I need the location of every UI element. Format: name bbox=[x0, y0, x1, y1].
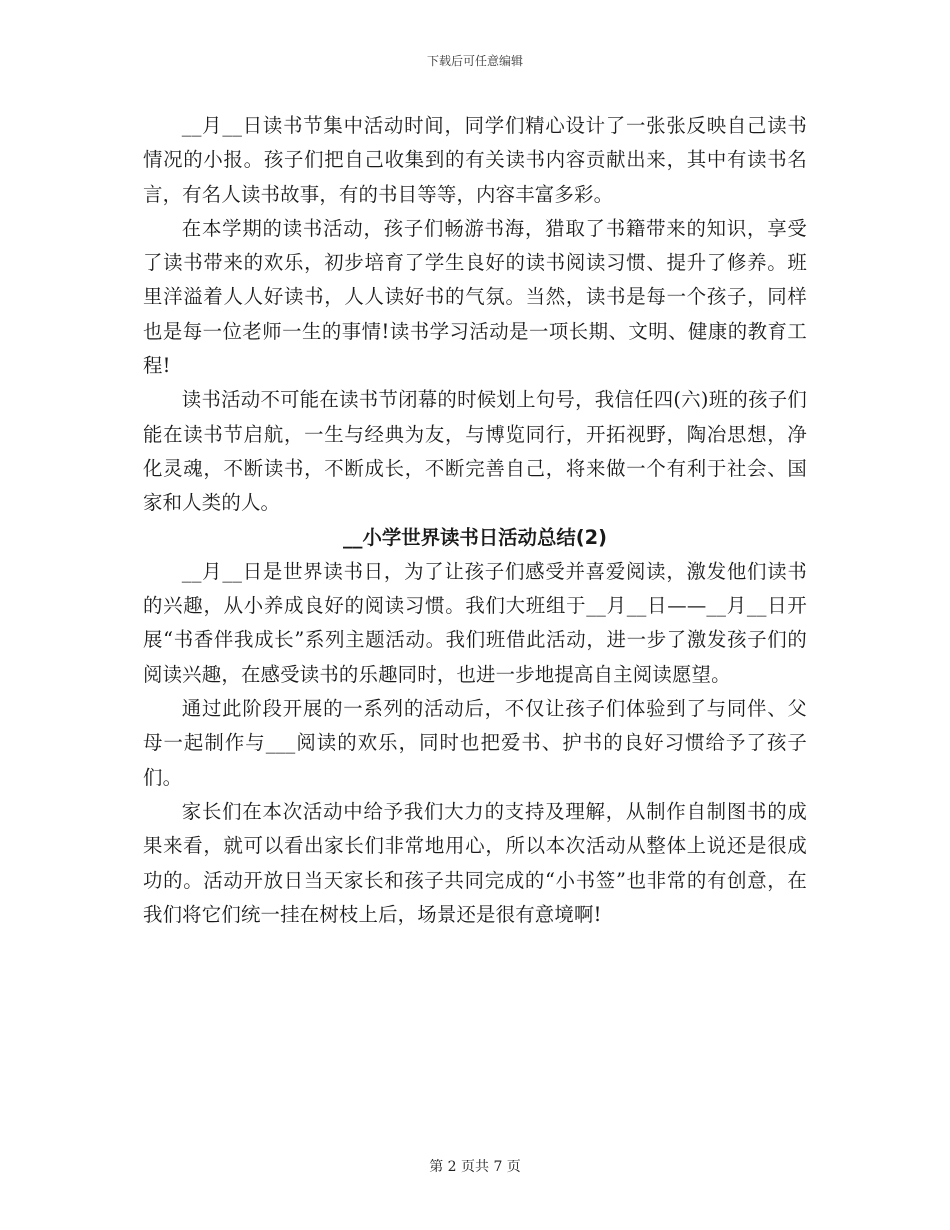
paragraph-4: __月__日是世界读书日，为了让孩子们感受并喜爱阅读，激发他们读书的兴趣，从小养成良好的阅读习惯。我们大班组于__月__日——__月__日开展“书香伴我成长”系列主题活动。我们班借此活动，进一步了激发孩子们的阅读兴趣，在感受读书的乐趣同时，也进一步地提高自主阅读愿望。 bbox=[143, 559, 807, 686]
paragraph-3: 读书活动不可能在读书节闭幕的时候划上句号，我信任四(六)班的孩子们能在读书节启航，一生与经典为友，与博览同行，开拓视野，陶冶思想，净化灵魂，不断读书，不断成长，不断完善自己，将来做一个有利于社会、国家和人类的人。 bbox=[143, 388, 807, 515]
page-number: 第 2 页共 7 页 bbox=[429, 1159, 521, 1175]
paragraph-1: __月__日读书节集中活动时间，同学们精心设计了一张张反映自己读书情况的小报。孩子们把自己收集到的有关读书内容贡献出来，其中有读书名言，有名人读书故事，有的书目等等，内容丰富多彩。 bbox=[143, 114, 807, 206]
section-title: __小学世界读书日活动总结(2) bbox=[343, 525, 607, 549]
paragraph-6: 家长们在本次活动中给予我们大力的支持及理解，从制作自制图书的成果来看，就可以看出家长们非常地用心，所以本次活动从整体上说还是很成功的。活动开放日当天家长和孩子共同完成的“小书签”也非常的有创意，在我们将它们统一挂在树枝上后，场景还是很有意境啊! bbox=[143, 799, 807, 926]
paragraph-2: 在本学期的读书活动，孩子们畅游书海，猎取了书籍带来的知识，享受了读书带来的欢乐，初步培育了学生良好的读书阅读习惯、提升了修养。班里洋溢着人人好读书，人人读好书的气氛。当然，读书是每一个孩子，同样也是每一位老师一生的事情!读书学习活动是一项长期、文明、健康的教育工程! bbox=[143, 216, 807, 378]
document-body bbox=[143, 109, 807, 932]
header-note: 下载后可任意编辑 bbox=[426, 54, 523, 68]
paragraph-5: 通过此阶段开展的一系列的活动后，不仅让孩子们体验到了与同伴、父母一起制作与___阅读的欢乐，同时也把爱书、护书的良好习惯给予了孩子们。 bbox=[143, 697, 807, 789]
